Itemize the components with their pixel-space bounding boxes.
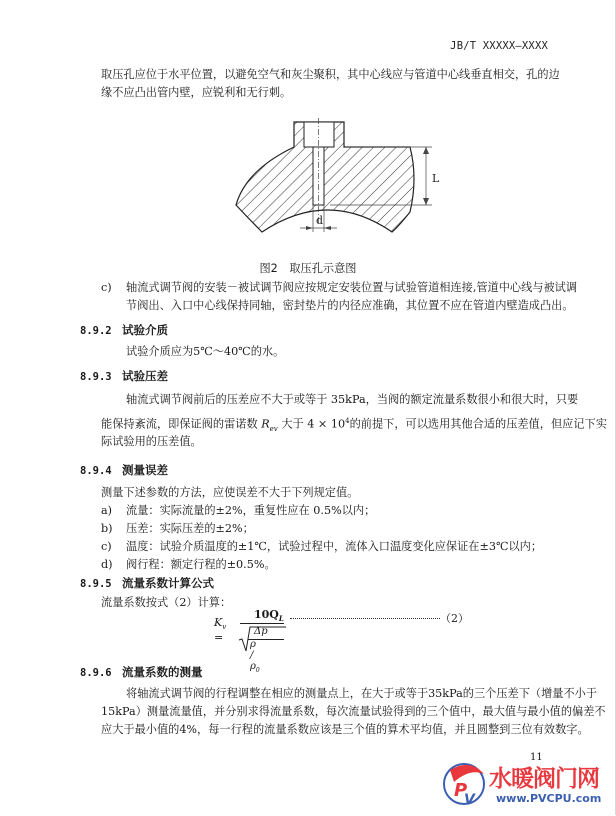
section-number: 8.9.2 [80,325,112,337]
section-title: 流量系数计算公式 [122,576,214,590]
figure-caption [0,260,616,276]
section-8-9-3-line-1: 轴流式调节阀前后的压差应不大于或等于 35kPa，当阀的额定流量系数很小和很大时，只要 [126,393,579,406]
list-mark: c) [101,540,112,553]
watermark-logo [440,754,616,815]
document-header-id: JB/T XXXXX—XXXX [450,40,548,52]
section-title: 测量误差 [122,463,168,477]
formula-delta-p: Δp [254,626,268,637]
section-title: 试验压差 [122,369,168,383]
label-d: d [316,214,324,227]
section-8-9-5-heading [80,575,214,591]
section-8-9-3-line-3: 际试验用的压差值。 [101,435,202,448]
section-8-9-2-heading [80,322,168,338]
pressure-tap-figure [0,115,616,255]
svg-text:V: V [464,792,475,808]
section-8-9-6-line-3: 应大于最小值的4%，每一行程的流量系数应该是三个值的算术平均值，并且圆整到三位有效数字。 [101,723,589,736]
watermark-url: www.PVCPU.com [496,792,602,805]
reynolds-subscript: ev [269,424,278,433]
list-text: 阀行程：额定行程的±0.5%。 [126,558,276,571]
section-8-9-6-line-2: 15kPa）测量流量值，并分别求得流量系数，每次流量试验得到的三个值中，最大值与最小值的偏差不 [101,705,606,718]
formula-numerator: $10Q_L$ [254,608,284,624]
list-text: 压差：实际压差的±2%； [126,522,254,535]
item-c-line-2: 节阀出、入口中心线保持同轴，密封垫片的内径应准确，其位置不应在管道内壁造成凸出。 [126,299,574,312]
section-8-9-4-intro: 测量下述参数的方法，应使误差不大于下列规定值。 [101,486,359,499]
section-8-9-2-text: 试验介质应为5℃～40℃的水。 [126,345,285,358]
svg-text:P: P [454,780,468,801]
list-text: 流量：实际流量的±2%，重复性应在 0.5%以内； [126,504,376,517]
pv-logo-icon [440,756,492,816]
list-item [101,503,375,519]
section-number: 8.9.4 [80,465,112,477]
formula-reference: （2） [440,612,469,625]
s893-text-b: 大于 4 × 10 [281,417,346,431]
s893-text-c: 的前提下，可以选用其他合适的压差值，但应记下实 [349,417,607,431]
item-c-text-1: 轴流式调节阀的安装－被试调节阀应按规定安装位置与试验管道相连接,管道中心线与被试调 [126,281,578,294]
section-8-9-5-text: 流量系数按式（2）计算： [101,596,232,609]
list-item [101,539,542,555]
page-number: 11 [530,752,543,763]
figure-caption-text: 取压孔示意图 [289,262,357,275]
list-item [101,557,276,573]
section-8-9-6-heading [80,664,203,680]
intro-line-1: 取压孔应位于水平位置，以避免空气和灰尘聚积，其中心线应与管道中心线垂直相交，孔的边 [101,68,560,81]
section-8-9-3-heading [80,368,168,384]
s893-text-a: 能保持紊流，即保证阀的雷诺数 [101,417,258,431]
figure-caption-number: 图2 [259,262,278,275]
item-c-mark: c) [101,281,112,294]
label-L: L [432,172,440,185]
intro-line-2: 缘不应凸出管内壁，应锐利和无行刺。 [101,86,292,99]
item-c-line-1 [101,280,577,296]
section-8-9-4-heading [80,462,168,478]
formula-lhs: $K_v$ = [214,616,227,645]
section-title: 试验介质 [122,323,168,337]
list-mark: a) [101,504,113,517]
exponent: 4 [345,417,350,425]
section-number: 8.9.5 [80,578,112,590]
list-text: 温度：试验介质温度的±1℃，试验过程中，流体入口温度变化应保证在±3℃以内； [126,540,543,553]
list-mark: b) [101,522,113,535]
section-number: 8.9.3 [80,371,112,383]
list-item [101,521,254,537]
section-8-9-6-line-1: 将轴流式调节阀的行程调整在相应的测量点上，在大于或等于35kPa的三个压差下（增量不小于 [126,687,598,700]
reynolds-symbol: R [261,417,270,431]
list-mark: d) [101,558,113,571]
section-number: 8.9.6 [80,667,112,679]
section-title: 流量系数的测量 [122,665,203,679]
watermark-name: 水暖阀门网 [489,766,599,792]
formula-density: ρ / $\rho_0$ [250,639,260,674]
